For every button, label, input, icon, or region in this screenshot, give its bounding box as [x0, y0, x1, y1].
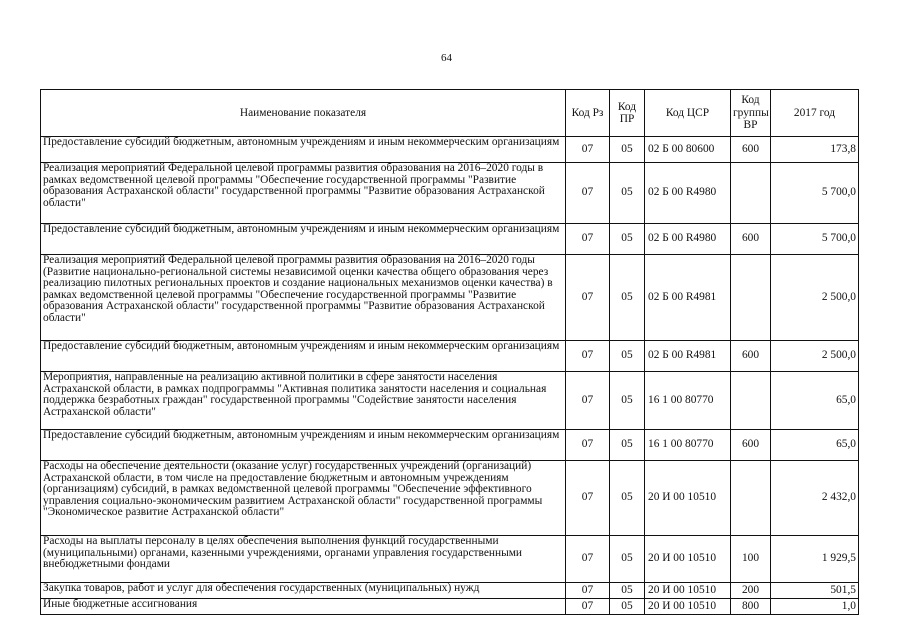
cell-name: Предоставление субсидий бюджетным, автономным учреждениям и иным некоммерческим организациям — [41, 224, 566, 255]
table-row — [41, 341, 859, 372]
table-header — [41, 90, 859, 137]
cell-rz: 07 — [566, 536, 610, 583]
cell-pr: 05 — [610, 255, 645, 341]
cell-pr: 05 — [610, 599, 645, 615]
cell-name: Реализация мероприятий Федеральной целевой программы развития образования на 2016–2020 годы в рамках ведомственной целевой программы "Обеспечение государственной программы "Развитие образования Астраханской области" государственной программы "Развитие образования Астраханской области" — [41, 163, 566, 224]
cell-vr — [731, 163, 771, 224]
cell-pr: 05 — [610, 461, 645, 536]
page-number: 64 — [441, 52, 452, 64]
cell-pr: 05 — [610, 137, 645, 163]
table-row — [41, 137, 859, 163]
cell-vr: 100 — [731, 536, 771, 583]
cell-amount: 2 432,0 — [771, 461, 859, 536]
cell-rz: 07 — [566, 163, 610, 224]
cell-csr: 02 Б 00 R4980 — [645, 224, 731, 255]
cell-vr: 600 — [731, 137, 771, 163]
cell-csr: 02 Б 00 80600 — [645, 137, 731, 163]
cell-name: Расходы на обеспечение деятельности (оказание услуг) государственных учреждений (организаций) Астраханской области, в том числе на предоставление бюджетным и автономным учреждениям (организациям) субсидий, в рамках ведомственной целевой программы "Обеспечение эффективного управления социально-экономическим развитием Астраханской области" государственной программы "Экономическое развитие Астраханской области" — [41, 461, 566, 536]
table-row — [41, 163, 859, 224]
cell-rz: 07 — [566, 583, 610, 599]
cell-vr — [731, 372, 771, 430]
header-name: Наименование показателя — [41, 90, 566, 137]
cell-amount: 173,8 — [771, 137, 859, 163]
cell-amount: 2 500,0 — [771, 255, 859, 341]
cell-csr: 20 И 00 10510 — [645, 599, 731, 615]
cell-vr — [731, 461, 771, 536]
table-row — [41, 583, 859, 599]
cell-name: Реализация мероприятий Федеральной целевой программы развития образования на 2016–2020 годы (Развитие национально-региональной системы независимой оценки качества общего образования через реализацию пилотных региональных проектов и создание национальных механизмов оценки качества) в рамках ведомственной целевой программы "Обеспечение государственной программы "Развитие образования Астраханской области" государственной программы "Развитие образования Астраханской области" — [41, 255, 566, 341]
cell-rz: 07 — [566, 461, 610, 536]
cell-amount: 65,0 — [771, 430, 859, 461]
cell-name: Расходы на выплаты персоналу в целях обеспечения выполнения функций государственными (муниципальными) органами, казенными учреждениями, органами управления государственными внебюджетными фондами — [41, 536, 566, 583]
cell-pr: 05 — [610, 341, 645, 372]
cell-amount: 1,0 — [771, 599, 859, 615]
cell-name: Мероприятия, направленные на реализацию активной политики в сфере занятости населения Астраханской области, в рамках подпрограммы "Активная политика занятости населения и социальная поддержка безработных граждан" государственной программы "Содействие занятости населения Астраханской области" — [41, 372, 566, 430]
cell-vr — [731, 255, 771, 341]
cell-csr: 20 И 00 10510 — [645, 583, 731, 599]
header-csr: Код ЦСР — [645, 90, 731, 137]
cell-vr: 600 — [731, 224, 771, 255]
cell-vr: 600 — [731, 430, 771, 461]
header-pr: Код ПР — [610, 90, 645, 137]
table-row — [41, 224, 859, 255]
cell-csr: 16 1 00 80770 — [645, 430, 731, 461]
cell-amount: 65,0 — [771, 372, 859, 430]
cell-pr: 05 — [610, 163, 645, 224]
budget-table — [40, 89, 859, 615]
cell-pr: 05 — [610, 372, 645, 430]
header-vr: Код группы ВР — [731, 90, 771, 137]
cell-amount: 5 700,0 — [771, 163, 859, 224]
cell-pr: 05 — [610, 583, 645, 599]
cell-csr: 02 Б 00 R4981 — [645, 341, 731, 372]
cell-vr: 200 — [731, 583, 771, 599]
cell-amount: 501,5 — [771, 583, 859, 599]
cell-rz: 07 — [566, 599, 610, 615]
cell-rz: 07 — [566, 341, 610, 372]
cell-pr: 05 — [610, 224, 645, 255]
cell-rz: 07 — [566, 430, 610, 461]
cell-name: Иные бюджетные ассигнования — [41, 599, 566, 615]
cell-csr: 20 И 00 10510 — [645, 461, 731, 536]
cell-amount: 5 700,0 — [771, 224, 859, 255]
table-body — [41, 137, 859, 615]
header-row — [41, 90, 859, 137]
cell-rz: 07 — [566, 137, 610, 163]
cell-name: Закупка товаров, работ и услуг для обеспечения государственных (муниципальных) нужд — [41, 583, 566, 599]
table-row — [41, 461, 859, 536]
table-row — [41, 430, 859, 461]
cell-csr: 02 Б 00 R4981 — [645, 255, 731, 341]
cell-pr: 05 — [610, 430, 645, 461]
cell-amount: 1 929,5 — [771, 536, 859, 583]
cell-rz: 07 — [566, 224, 610, 255]
cell-csr: 02 Б 00 R4980 — [645, 163, 731, 224]
cell-rz: 07 — [566, 255, 610, 341]
cell-pr: 05 — [610, 536, 645, 583]
table-row — [41, 599, 859, 615]
cell-vr: 800 — [731, 599, 771, 615]
header-rz: Код Рз — [566, 90, 610, 137]
header-amount: 2017 год — [771, 90, 859, 137]
table-row — [41, 255, 859, 341]
cell-name: Предоставление субсидий бюджетным, автономным учреждениям и иным некоммерческим организациям — [41, 430, 566, 461]
cell-rz: 07 — [566, 372, 610, 430]
cell-csr: 20 И 00 10510 — [645, 536, 731, 583]
cell-csr: 16 1 00 80770 — [645, 372, 731, 430]
table-row — [41, 536, 859, 583]
cell-name: Предоставление субсидий бюджетным, автономным учреждениям и иным некоммерческим организациям — [41, 341, 566, 372]
table-row — [41, 372, 859, 430]
cell-name: Предоставление субсидий бюджетным, автономным учреждениям и иным некоммерческим организациям — [41, 137, 566, 163]
cell-amount: 2 500,0 — [771, 341, 859, 372]
cell-vr: 600 — [731, 341, 771, 372]
